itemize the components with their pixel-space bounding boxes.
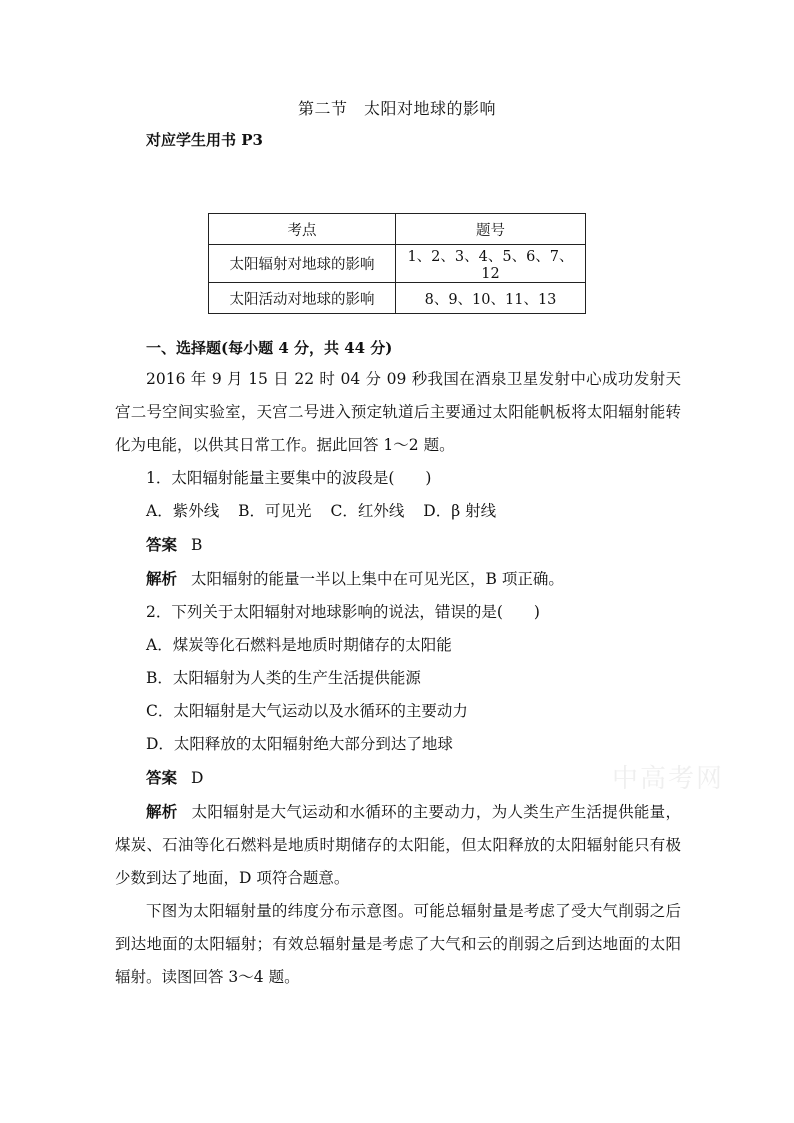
question-block xyxy=(115,363,681,994)
table-cell: 1、2、3、4、5、6、7、12 xyxy=(396,245,586,283)
table-row xyxy=(209,245,586,283)
question-stem: 1．太阳辐射能量主要集中的波段是( ) xyxy=(146,469,432,487)
textbook-reference: 对应学生用书 P3 xyxy=(146,131,263,149)
analysis-label: 解析 xyxy=(146,802,178,821)
table-header-row xyxy=(209,214,586,245)
answer-line xyxy=(115,528,681,562)
topic-table xyxy=(208,213,586,314)
analysis-text: 太阳辐射的能量一半以上集中在可见光区，B 项正确。 xyxy=(191,570,564,588)
option: D．β 射线 xyxy=(423,502,497,520)
option: B．太阳辐射为人类的生产生活提供能源 xyxy=(146,669,421,687)
analysis-label: 解析 xyxy=(146,569,178,588)
table-cell: 太阳活动对地球的影响 xyxy=(209,283,396,314)
intro-paragraph: 下图为太阳辐射量的纬度分布示意图。可能总辐射量是考虑了受大气削弱之后到达地面的太阳辐射；有效总辐射量是考虑了大气和云的削弱之后到达地面的太阳辐射。读图回答 3～4 题。 xyxy=(115,902,681,986)
option-list xyxy=(115,495,681,528)
intro-paragraph: 2016 年 9 月 15 日 22 时 04 分 09 秒我国在酒泉卫星发射中心成功发射天宫二号空间实验室，天宫二号进入预定轨道后主要通过太阳能帆板将太阳辐射能转化为电能，以供其日常工作。据此回答 1～2 题。 xyxy=(115,370,681,454)
answer-label: 答案 xyxy=(146,768,178,787)
analysis-text: 太阳辐射是大气运动和水循环的主要动力，为人类生产生活提供能量，煤炭、石油等化石燃料是地质时期储存的太阳能，但太阳释放的太阳辐射能只有极少数到达了地面，D 项符合题意。 xyxy=(115,803,681,887)
question-stem: 2．下列关于太阳辐射对地球影响的说法，错误的是( ) xyxy=(146,603,540,621)
table-header-cell: 题号 xyxy=(396,214,586,245)
option: D．太阳释放的太阳辐射绝大部分到达了地球 xyxy=(146,735,453,753)
table-header-cell: 考点 xyxy=(209,214,396,245)
answer-value: D xyxy=(191,769,204,787)
answer-value: B xyxy=(191,536,203,554)
table-cell: 8、9、10、11、13 xyxy=(396,283,586,314)
answer-label: 答案 xyxy=(146,535,178,554)
analysis-paragraph xyxy=(115,795,681,895)
option: A．煤炭等化石燃料是地质时期储存的太阳能 xyxy=(146,636,452,654)
page-title: 第二节 太阳对地球的影响 xyxy=(297,99,496,118)
watermark: 中高考网 xyxy=(612,764,725,794)
answer-line xyxy=(115,761,681,795)
option: B．可见光 xyxy=(238,502,312,520)
option: A．紫外线 xyxy=(146,502,220,520)
option: C．红外线 xyxy=(330,502,405,520)
section-title: 一、选择题(每小题 4 分，共 44 分) xyxy=(146,339,393,357)
option: C．太阳辐射是大气运动以及水循环的主要动力 xyxy=(146,702,468,720)
table-row xyxy=(209,283,586,314)
table-cell: 太阳辐射对地球的影响 xyxy=(209,245,396,283)
analysis-line xyxy=(115,562,681,596)
